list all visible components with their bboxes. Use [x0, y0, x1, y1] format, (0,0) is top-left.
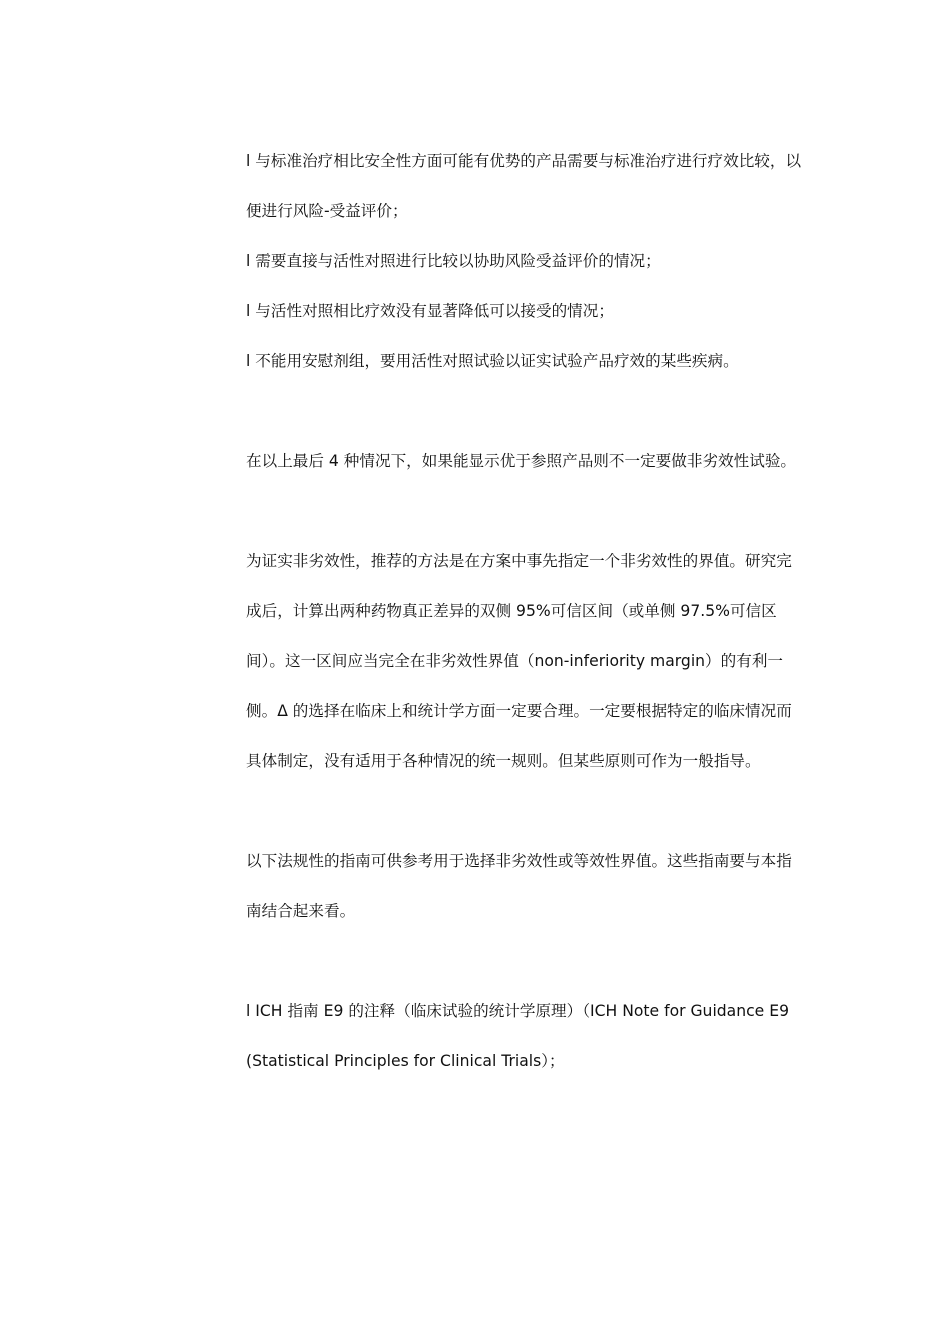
paragraph-last-four-cases: 在以上最后 4 种情况下，如果能显示优于参照产品则不一定要做非劣效性试验。: [246, 452, 797, 470]
paragraph-gap: [246, 486, 806, 536]
bullet-safety-advantage: l 与标准治疗相比安全性方面可能有优势的产品需要与标准治疗进行疗效比较，以便进行风险-受益评价；: [246, 152, 802, 220]
bullet-acceptable-efficacy: l 与活性对照相比疗效没有显著降低可以接受的情况；: [246, 302, 614, 320]
document-body: [246, 136, 806, 1086]
bullet-no-placebo: l 不能用安慰剂组，要用活性对照试验以证实试验产品疗效的某些疾病。: [246, 352, 739, 370]
paragraph-non-inferiority-method: 为证实非劣效性，推荐的方法是在方案中事先指定一个非劣效性的界值。研究完成后，计算出两种药物真正差异的双侧 95%可信区间（或单侧 97.5%可信区间）。这一区间应当完全在非劣效性界值（non-inferiority margin）的有利一侧。Δ 的选择在临床上和统计学方面一定要合理。一定要根据特定的临床情况而具体制定，没有适用于各种情况的统一规则。但某些原则可作为一般指导。: [246, 552, 792, 770]
bullet-direct-comparison: l 需要直接与活性对照进行比较以协助风险受益评价的情况；: [246, 252, 661, 270]
paragraph-guidelines-intro: 以下法规性的指南可供参考用于选择非劣效性或等效性界值。这些指南要与本指南结合起来看。: [246, 852, 792, 920]
paragraph-gap: [246, 786, 806, 836]
paragraph-gap: [246, 386, 806, 436]
bullet-ich-e9: l ICH 指南 E9 的注释（临床试验的统计学原理）（ICH Note for Guidance E9 (Statistical Principles for Clinical Trials）；: [246, 1002, 790, 1070]
paragraph-gap: [246, 936, 806, 986]
